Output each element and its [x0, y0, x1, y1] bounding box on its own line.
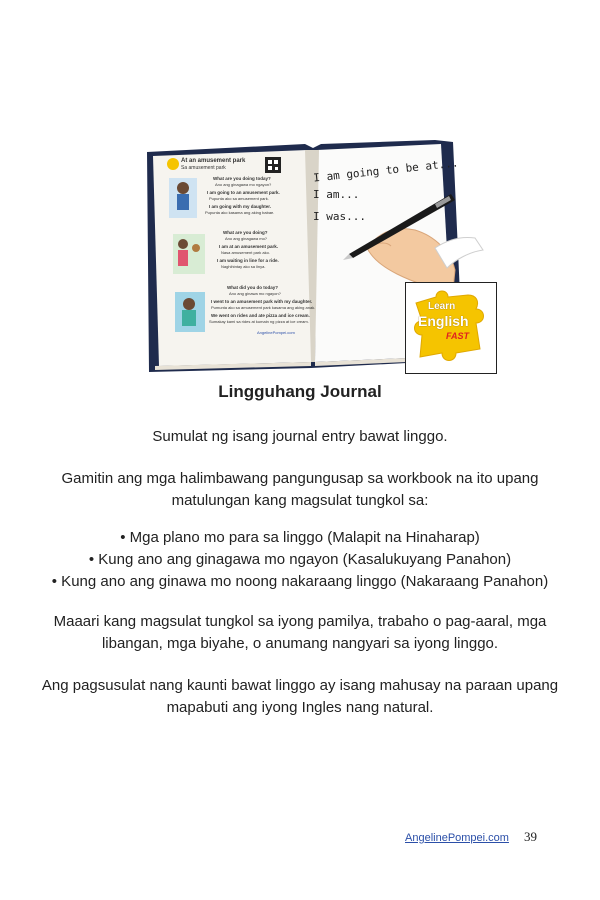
journal-illustration	[135, 130, 505, 375]
lp-s3-a2: We went on rides and ate pizza and ice cream.	[211, 313, 310, 318]
handwriting-line-1: I am going to be at...	[312, 156, 459, 185]
photo-woman-daughter	[173, 234, 205, 274]
lp-s3-q: What did you do today?	[227, 285, 278, 290]
lp-s1-a2: I am going with my daughter.	[209, 204, 272, 209]
lp-s2-q-tl: Ano ang ginagawa mo?	[225, 236, 268, 241]
lp-s2-a1: I am at an amusement park.	[219, 244, 279, 249]
lp-s1-q-tl: Ano ang ginagawa mo ngayon?	[215, 182, 272, 187]
website-link[interactable]: AngelinePompei.com	[405, 832, 509, 844]
lp-footer-link: AngelinePompei.com	[257, 330, 295, 335]
paragraph-instructions-line-2: matulungan kang magsulat tungkol sa:	[171, 492, 429, 509]
logo-word-fast: FAST	[446, 331, 470, 341]
paragraph-topics	[40, 611, 560, 655]
small-logo-icon	[167, 158, 179, 170]
paragraph-conclusion-line-2: mapabuti ang iyong Ingles nang natural.	[166, 699, 434, 716]
page-title: Lingguhang Journal	[218, 382, 382, 401]
logo-word-english: English	[418, 313, 469, 329]
lp-s1-a2-tl: Pupunta ako kasama ang aking babae.	[205, 210, 275, 215]
lp-header-tl: Sa amusement park	[181, 165, 226, 171]
handwriting-line-3: I was...	[313, 210, 366, 223]
bullet-item: • Mga plano mo para sa linggo (Malapit na Hinaharap)	[120, 529, 480, 546]
bullet-item: • Kung ano ang ginawa mo noong nakaraang linggo (Nakaraang Panahon)	[51, 573, 549, 590]
learn-english-fast-logo	[405, 282, 497, 374]
paragraph-intro	[40, 426, 560, 448]
lp-s3-a1-tl: Pumunta ako sa amusement park kasama ang aking anak.	[211, 305, 316, 310]
paragraph-topics-line-1: Maaari kang magsulat tungkol sa iyong pamilya, trabaho o pag-aaral, mga	[53, 613, 547, 630]
paragraph-instructions	[40, 468, 560, 512]
lp-header-en: At an amusement park	[181, 158, 246, 164]
lp-s1-a1-tl: Pupunta ako sa amusement park.	[209, 196, 269, 201]
logo-word-learn: Learn	[428, 301, 456, 312]
lp-s2-a2-tl: Naghihintay ako sa linya.	[221, 264, 266, 269]
paragraph-conclusion	[40, 675, 560, 719]
lp-s3-a1: I went to an amusement park with my daughter.	[211, 299, 313, 304]
lp-s2-q: What are you doing?	[223, 230, 268, 235]
lp-s1-q: What are you doing today?	[213, 176, 271, 181]
paragraph-conclusion-line-1: Ang pagsusulat nang kaunti bawat linggo ay isang mahusay na paraan upang	[41, 677, 559, 694]
handwriting-line-2: I am...	[313, 188, 360, 201]
lp-s2-a2: I am waiting in line for a ride.	[217, 258, 279, 263]
lp-s3-a2-tl: Sumakay kami sa rides at kumain ng pizza at ice cream.	[209, 319, 309, 324]
paragraph-topics-line-2: libangan, mga biyahe, o anumang nangyari sa iyong linggo.	[101, 635, 499, 652]
qr-code-icon	[265, 157, 281, 173]
lp-s1-a1: I am going to an amusement park.	[207, 190, 280, 195]
bullet-item: • Kung ano ang ginagawa mo ngayon (Kasalukuyang Panahon)	[88, 551, 512, 568]
bullet-list	[40, 527, 560, 593]
lp-s3-q-tl: Ano ang ginawa mo ngayon?	[229, 291, 281, 296]
paragraph-intro-line-1: Sumulat ng isang journal entry bawat linggo.	[152, 428, 448, 445]
paragraph-instructions-line-1: Gamitin ang mga halimbawang pangungusap sa workbook na ito upang	[61, 470, 539, 487]
page-number: 39	[524, 829, 537, 844]
lp-s2-a1-tl: Nasa amusement park ako.	[221, 250, 270, 255]
